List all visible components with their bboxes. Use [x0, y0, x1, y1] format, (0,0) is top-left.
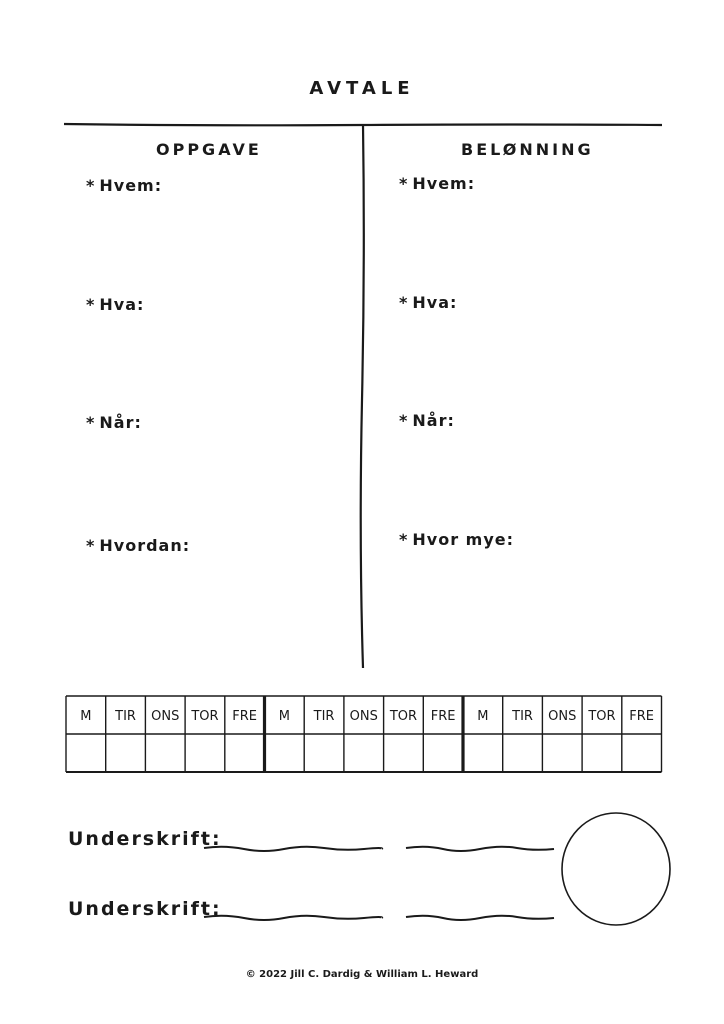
day-header-13: TOR [588, 709, 616, 724]
day-header-1: TIR [115, 709, 136, 724]
day-checkbox-5[interactable] [267, 736, 303, 770]
task-how-field[interactable]: * Hvordan: [86, 536, 191, 555]
signature-label-2: Underskrift: [68, 898, 222, 920]
reward-who-field[interactable]: * Hvem: [399, 174, 476, 193]
day-header-11: TIR [512, 709, 533, 724]
day-checkbox-13[interactable] [584, 736, 620, 770]
schedule-table [0, 690, 724, 785]
day-header-7: ONS [349, 709, 378, 724]
signature-label-1: Underskrift: [68, 828, 222, 850]
day-checkbox-4[interactable] [227, 736, 263, 770]
day-checkbox-11[interactable] [505, 736, 541, 770]
day-checkbox-9[interactable] [425, 736, 461, 770]
day-checkbox-12[interactable] [544, 736, 580, 770]
day-header-6: TIR [313, 709, 335, 724]
day-checkbox-7[interactable] [346, 736, 382, 770]
day-header-8: TOR [389, 709, 418, 724]
task-what-field[interactable]: * Hva: [86, 295, 145, 314]
copyright-footer: © 2022 Jill C. Dardig & William L. Heward [245, 969, 479, 980]
day-checkbox-3[interactable] [187, 736, 223, 770]
day-checkbox-1[interactable] [108, 736, 144, 770]
page-title: AVTALE [309, 78, 415, 99]
reward-amount-field[interactable]: * Hvor mye: [399, 530, 514, 549]
task-heading: OPPGAVE [156, 140, 262, 159]
day-header-2: ONS [151, 709, 180, 724]
stamp-circle [556, 808, 676, 930]
signature-line-2b[interactable] [406, 916, 554, 920]
day-checkbox-14[interactable] [624, 736, 660, 770]
task-when-field[interactable]: * Når: [86, 413, 142, 432]
signature-line-1b[interactable] [406, 847, 554, 851]
day-header-5: M [278, 709, 290, 724]
reward-heading: BELØNNING [461, 140, 594, 159]
day-header-3: TOR [191, 709, 219, 724]
reward-what-field[interactable]: * Hva: [399, 293, 458, 312]
day-checkbox-2[interactable] [147, 736, 183, 770]
task-who-field[interactable]: * Hvem: [86, 176, 163, 195]
day-header-9: FRE [430, 709, 456, 724]
column-divider [361, 125, 364, 668]
day-checkbox-6[interactable] [306, 736, 342, 770]
signature-line-2a[interactable] [204, 916, 382, 920]
day-checkbox-8[interactable] [386, 736, 422, 770]
day-checkbox-10[interactable] [465, 736, 501, 770]
day-header-4: FRE [232, 709, 258, 724]
day-header-10: M [477, 709, 489, 724]
day-header-12: ONS [548, 709, 577, 724]
day-header-0: M [80, 709, 92, 724]
signature-line-1a[interactable] [204, 847, 382, 851]
day-checkbox-0[interactable] [68, 736, 104, 770]
reward-when-field[interactable]: * Når: [399, 411, 455, 430]
day-header-14: FRE [629, 709, 655, 724]
